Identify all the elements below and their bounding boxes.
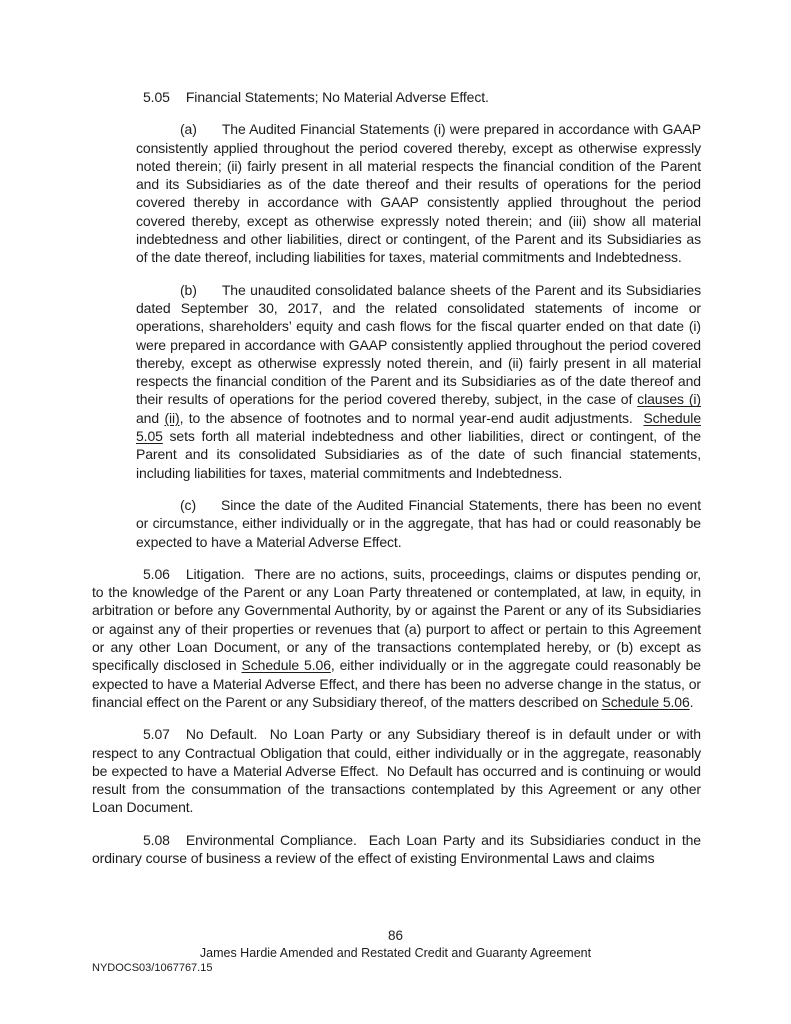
paragraph-text: The Audited Financial Statements (i) were prepared in accordance with GAAP consistently applied throughout the period covered thereby, except as otherwise expressly noted therein; (ii) fairly present in all material respects the financial condition of the Parent and its Subsidiaries as of the date thereof and their results of operations for the period covered thereby in accordance with GAAP consistently applied throughout the period covered thereby, except as otherwise expressly noted therein; and (iii) show all material indebtedness and other liabilities, direct or contingent, of the Parent and its Subsidiaries as of the date thereof, including liabilities for taxes, material commitments and Indebtedness. [136, 121, 701, 266]
footer-page-number: 86 [387, 928, 404, 943]
paragraph-text: , either individually or in the aggregate could reasonably be expected to have a Material Adverse Effect, and there has been no adverse change in the status, or financial effect on the Parent or any Subsidiary thereof, of the matters described on [92, 657, 701, 710]
underlined-reference: Schedule 5.05 [136, 409, 702, 445]
paragraph-5-05-a [136, 120, 701, 266]
underlined-reference: clauses (i) [637, 391, 701, 408]
paragraph-text: Financial Statements; No Material Adverse Effect. [185, 89, 489, 105]
section-number: 5.07 [143, 726, 170, 743]
paragraph-text: and [136, 409, 165, 426]
sub-paragraph-label: (a) [180, 121, 197, 138]
underlined-reference: Schedule 5.06 [601, 693, 690, 710]
paragraph-text: No Default. No Loan Party or any Subsidiary thereof is in default under or with respect to any Contractual Obligation that could, either individually or in the aggregate, reasonably be expected to have a Material Adverse Effect. No Default has occurred and is continuing or would result from the consummation of the transactions contemplated by this Agreement or any other Loan Document. [92, 726, 701, 816]
paragraph-text: Environmental Compliance. Each Loan Party and its Subsidiaries conduct in the ordinary course of business a review of the effect of existing Environmental Laws and claims [92, 831, 701, 866]
sub-paragraph-label: (c) [180, 496, 197, 513]
section-heading-5-05 [92, 88, 701, 106]
document-body [92, 88, 701, 867]
section-number: 5.05 [143, 89, 170, 105]
paragraph-text: The unaudited consolidated balance sheets of the Parent and its Subsidiaries dated September 30, 2017, and the related consolidated statements of income or operations, shareholders’ equity and cash flows for the fiscal quarter ended on that date (i) were prepared in accordance with GAAP consistently applied throughout the period covered thereby, except as otherwise expressly noted therein, and (ii) fairly present in all material respects the financial condition of the Parent and its Subsidiaries as of the date thereof and their results of operations for the period covered thereby, subject, in the case of [136, 281, 701, 408]
sub-paragraph-label: (b) [180, 281, 197, 298]
section-number: 5.08 [143, 831, 170, 848]
underlined-reference: (ii) [164, 409, 180, 426]
paragraph-5-08 [92, 831, 701, 868]
underlined-reference: Schedule 5.06 [241, 657, 331, 674]
paragraph-text: sets forth all material indebtedness and other liabilities, direct or contingent, of the Parent and its consolidated Subsidiaries as of the date of such financial statements, including liabilities for taxes, material commitments and Indebtedness. [136, 428, 701, 481]
section-number: 5.06 [143, 565, 170, 582]
paragraph-5-07 [92, 725, 701, 816]
footer-document-id: NYDOCS03/1067767.15 [92, 962, 213, 974]
paragraph-5-05-b [136, 281, 701, 482]
paragraph-5-05-c [136, 496, 701, 551]
paragraph-text: Litigation. There are no actions, suits, proceedings, claims or disputes pending or, to the knowledge of the Parent or any Loan Party threatened or contemplated, at law, in equity, in arbitration or before any Governmental Authority, by or against the Parent or any of its Subsidiaries or against any of their properties or revenues that (a) purport to affect or pertain to this Agreement or any other Loan Document, or any of the transactions contemplated hereby, or (b) except as specifically disclosed in [92, 565, 701, 674]
paragraph-text: . [689, 693, 694, 710]
paragraph-text: Since the date of the Audited Financial Statements, there has been no event or circumstance, either individually or in the aggregate, that has had or could reasonably be expected to have a Material Adverse Effect. [136, 496, 701, 550]
footer-agreement-title: James Hardie Amended and Restated Credit and Guaranty Agreement [199, 946, 592, 960]
paragraph-5-06 [92, 565, 701, 711]
paragraph-text: , to the absence of footnotes and to normal year-end audit adjustments. [179, 409, 644, 426]
